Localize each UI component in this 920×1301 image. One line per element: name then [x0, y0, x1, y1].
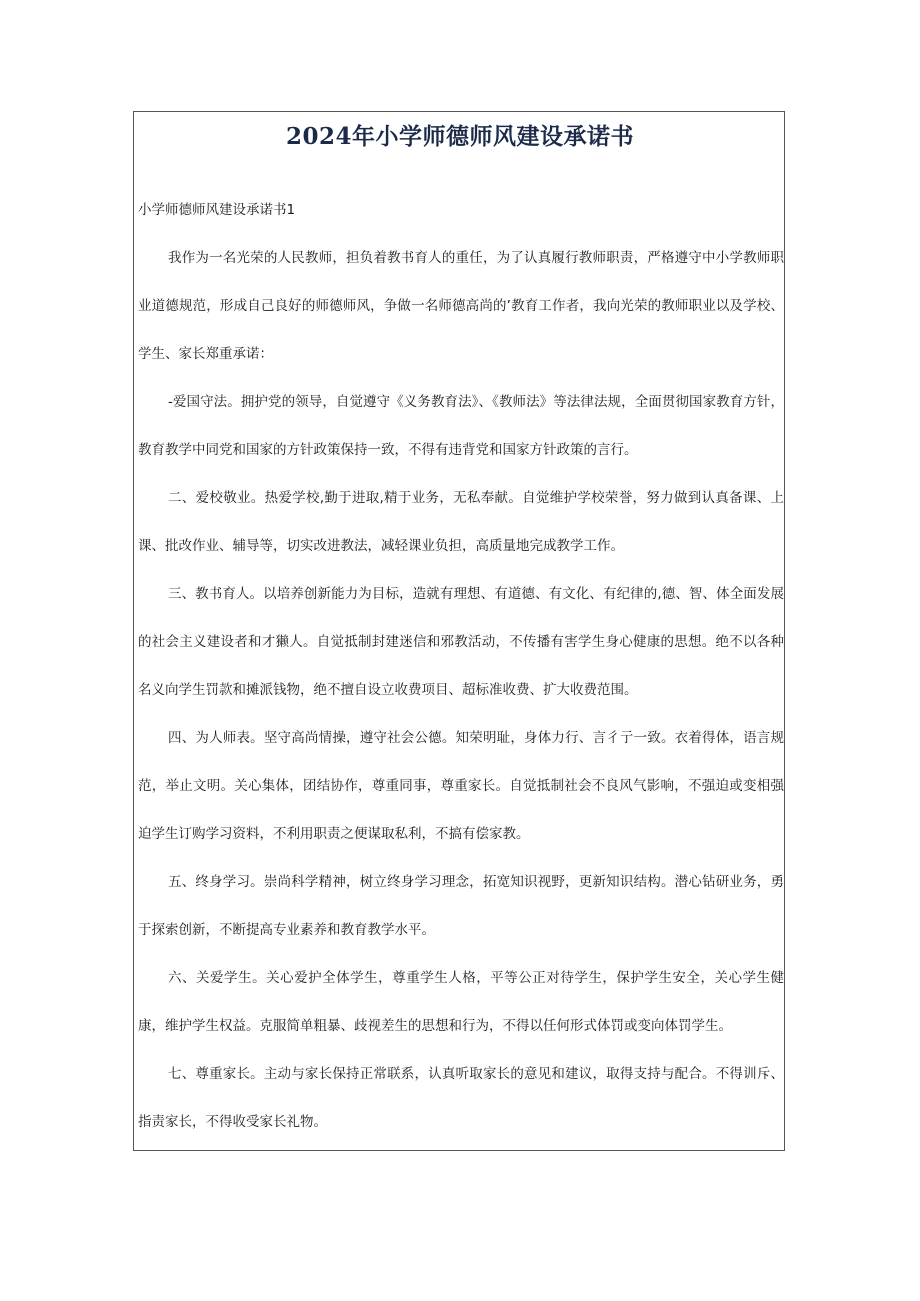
- paragraph-commitment-3: 三、教书育人。以培养创新能力为目标，造就有理想、有道德、有文化、有纪律的,德、智、体全面发展的社会主义建设者和才獭人。自觉抵制封建迷信和邪教活动，不传播有害学生身心健康的思想。绝不以各种名义向学生罚款和摊派钱物，绝不擅自设立收费项目、超标准收费、扩大收费范围。: [138, 586, 784, 698]
- paragraph-intro: 我作为一名光荣的人民教师，担负着教书育人的重任，为了认真履行教师职责，严格遵守中小学教师职业道德规范，形成自己良好的师德师风，争做一名师德高尚的’教育工作者，我向光荣的教师职业以及学校、学生、家长郑重承诺：: [138, 250, 784, 362]
- document-subtitle: 小学师德师风建设承诺书1: [138, 202, 296, 218]
- paragraph-commitment-5: 五、终身学习。崇尚科学精神，树立终身学习理念，拓宽知识视野，更新知识结构。潜心钻研业务，勇于探索创新，不断提高专业素养和教育教学水平。: [138, 874, 784, 938]
- paragraph-commitment-1: -爱国守法。拥护党的领导，自觉遵守《义务教育法》、《教师法》等法律法规，全面贯彻国家教育方针，教育教学中同党和国家的方针政策保持一致，不得有违背党和国家方针政策的言行。: [138, 394, 784, 458]
- paragraph-commitment-6: 六、关爱学生。关心爱护全体学生，尊重学生人格，平等公正对待学生，保护学生安全，关心学生健康，维护学生权益。克服简单粗暴、歧视差生的思想和行为，不得以任何形式体罚或变向体罚学生。: [138, 970, 784, 1034]
- paragraph-commitment-2: 二、爱校敬业。热爱学校,勤于进取,精于业务，无私奉献。自觉维护学校荣誉，努力做到认真备课、上课、批改作业、辅导等，切实改进教法，减轻课业负担，高质量地完成教学工作。: [138, 490, 784, 554]
- document-title: 2024年小学师德师风建设承诺书: [285, 123, 634, 150]
- paragraph-commitment-4: 四、为人师表。坚守高尚情操，遵守社会公德。知荣明耻，身体力行、言彳亍一致。衣着得体，语言规范，举止文明。关心集体，团结协作，尊重同事，尊重家长。自觉抵制社会不良风气影响，不强迫或变相强迫学生订购学习资料，不利用职责之便谋取私利，不搞有偿家教。: [138, 730, 784, 842]
- paragraph-commitment-7: 七、尊重家长。主动与家长保持正常联系，认真听取家长的意见和建议，取得支持与配合。不得训斥、指责家长，不得收受家长礼物。: [138, 1066, 784, 1130]
